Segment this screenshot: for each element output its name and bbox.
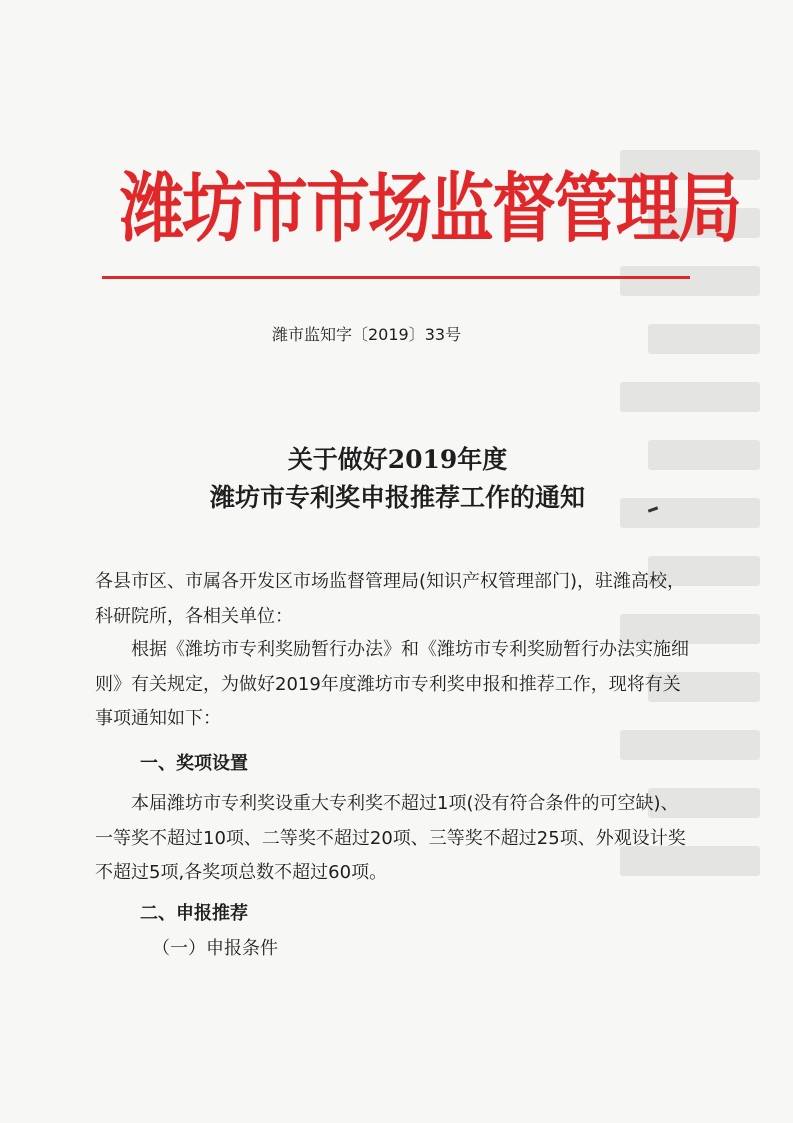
subsection-heading-conditions: （一）申报条件: [152, 938, 278, 959]
notice-title-line-1: 关于做好2019年度: [287, 445, 508, 474]
document-number: 潍市监知字〔2019〕33号: [272, 325, 462, 344]
section-heading-application: 二、申报推荐: [140, 903, 248, 924]
addressee-paragraph: 各县市区、市属各开发区市场监督管理局(知识产权管理部门)，驻潍高校，科研院所，各相关单位：: [95, 571, 686, 627]
header-red-rule: [102, 276, 690, 279]
intro-paragraph: 根据《潍坊市专利奖励暂行办法》和《潍坊市专利奖励暂行办法实施细则》有关规定，为做好2019年度潍坊市专利奖申报和推荐工作，现将有关事项通知如下：: [95, 639, 689, 729]
section-heading-awards: 一、奖项设置: [140, 753, 248, 774]
awards-paragraph: 本届潍坊市专利奖设重大专利奖不超过1项(没有符合条件的可空缺)、一等奖不超过10项、二等奖不超过20项、三等奖不超过25项、外观设计奖不超过5项,各奖项总数不超过60项。: [95, 793, 686, 883]
agency-name-header: 潍坊市市场监督管理局: [120, 164, 740, 254]
notice-title-line-2: 潍坊市专利奖申报推荐工作的通知: [209, 483, 585, 512]
